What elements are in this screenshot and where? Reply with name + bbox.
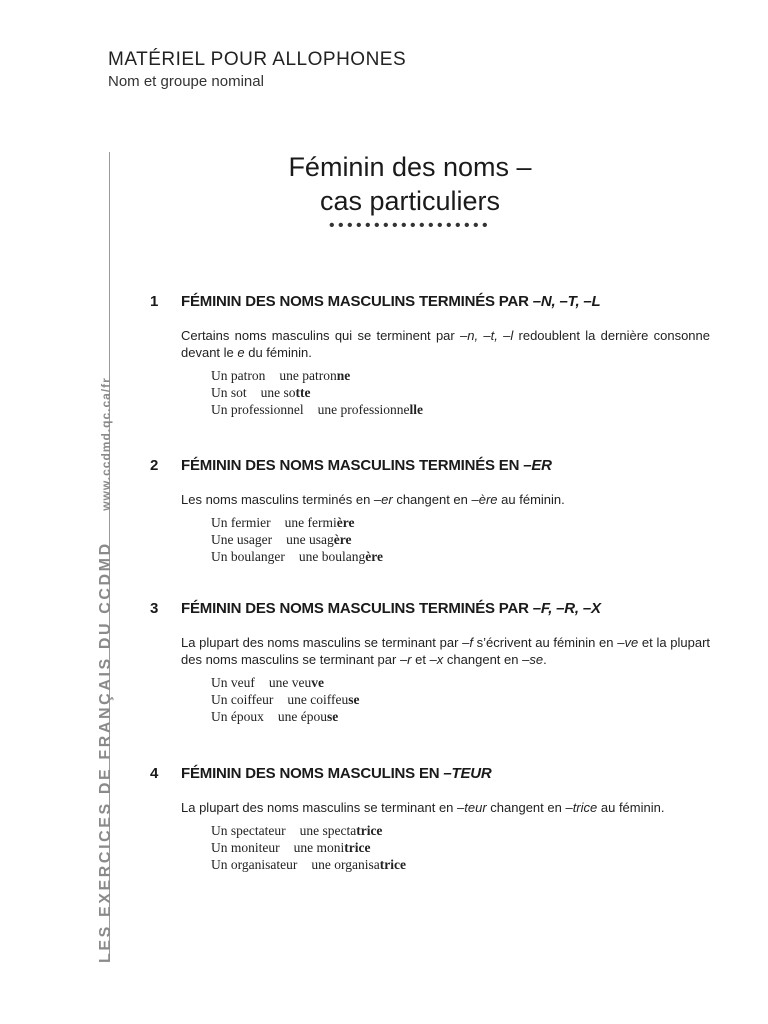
description-segment: –se	[522, 652, 544, 667]
example-row	[211, 822, 710, 839]
example-row	[211, 548, 710, 565]
description-segment: .	[543, 652, 547, 667]
feminine-stem: une fermi	[284, 515, 337, 530]
feminine-stem: une organisa	[311, 857, 380, 872]
section-title-text: FÉMININ DES NOMS MASCULINS TERMINÉS PAR	[181, 600, 533, 617]
feminine-stem: une patron	[279, 368, 337, 383]
section-title-text: FÉMININ DES NOMS MASCULINS EN	[181, 765, 444, 782]
section-heading	[150, 765, 710, 782]
description-segment: au féminin.	[497, 492, 565, 507]
feminine-ending: ère	[365, 549, 383, 564]
section-4	[150, 765, 710, 873]
page-header	[108, 48, 406, 92]
feminine-form	[299, 549, 383, 564]
feminine-stem: une coiffeu	[287, 692, 349, 707]
feminine-ending: lle	[409, 402, 423, 417]
page-title	[200, 150, 620, 234]
feminine-form	[269, 675, 324, 690]
description-segment: changent en	[486, 800, 566, 815]
description-segment: –x	[429, 652, 444, 667]
example-list	[211, 514, 710, 565]
example-row	[211, 384, 710, 401]
feminine-form	[294, 840, 371, 855]
section-title-suffix: –N, –T, –L	[532, 293, 601, 310]
description-segment: Certains noms masculins qui se terminent par	[181, 328, 461, 343]
description-segment: e	[237, 345, 245, 360]
publisher-brand: LES EXERCICES DE FRANÇAIS DU CCDMD	[97, 541, 114, 963]
section-heading	[150, 293, 710, 310]
feminine-form	[287, 692, 359, 707]
section-title	[181, 293, 601, 310]
example-row	[211, 514, 710, 531]
masculine-form: Un coiffeur	[211, 692, 274, 707]
description-segment: –teur	[457, 800, 487, 815]
example-row	[211, 401, 710, 418]
section-heading	[150, 457, 710, 474]
example-row	[211, 856, 710, 873]
series-subtitle: Nom et groupe nominal	[108, 73, 264, 90]
example-list	[211, 367, 710, 418]
masculine-form: Une usager	[211, 532, 273, 547]
section-title-text: FÉMININ DES NOMS MASCULINS TERMINÉS PAR	[181, 293, 533, 310]
description-segment: –ve	[617, 635, 639, 650]
masculine-form: Un sot	[211, 385, 247, 400]
feminine-form	[285, 515, 355, 530]
section-description	[181, 634, 710, 668]
feminine-stem: une so	[260, 385, 296, 400]
masculine-form: Un spectateur	[211, 823, 286, 838]
feminine-form	[261, 385, 311, 400]
masculine-form: Un boulanger	[211, 549, 285, 564]
section-title-text: FÉMININ DES NOMS MASCULINS TERMINÉS EN	[181, 457, 524, 474]
section-title-suffix: –ER	[523, 457, 552, 474]
feminine-ending: trice	[379, 857, 406, 872]
vertical-side-banner	[97, 377, 115, 963]
feminine-form	[286, 532, 351, 547]
feminine-stem: une boulang	[298, 549, 366, 564]
description-segment: s’écrivent au féminin en	[472, 635, 618, 650]
feminine-form	[278, 709, 338, 724]
masculine-form: Un organisateur	[211, 857, 298, 872]
feminine-ending: ve	[311, 675, 324, 690]
section-number: 2	[150, 457, 159, 474]
example-row	[211, 531, 710, 548]
section-title	[181, 457, 552, 474]
section-number: 4	[150, 765, 159, 782]
description-segment: –n, –t, –l	[460, 328, 514, 343]
series-title: MATÉRIEL POUR ALLOPHONES	[108, 49, 407, 70]
feminine-ending: trice	[344, 840, 371, 855]
example-list	[211, 674, 710, 725]
section-title-suffix: –F, –R, –X	[532, 600, 601, 617]
feminine-form	[279, 368, 350, 383]
section-description	[181, 491, 710, 508]
description-segment: redoublent la dernière consonne devant le	[181, 328, 710, 360]
example-row	[211, 367, 710, 384]
description-segment: La plupart des noms masculins se terminant en	[181, 800, 458, 815]
feminine-stem: une moni	[293, 840, 345, 855]
title-line-2: cas particuliers	[319, 186, 501, 216]
description-segment: et la plupart des noms masculins se terminant par	[181, 635, 711, 667]
feminine-ending: ère	[333, 532, 352, 547]
feminine-stem: une veu	[268, 675, 312, 690]
example-row	[211, 691, 710, 708]
description-segment: –r	[399, 652, 412, 667]
section-number: 3	[150, 600, 159, 617]
description-segment: Les noms masculins terminés en	[181, 492, 374, 507]
section-description	[181, 799, 710, 816]
section-2	[150, 457, 710, 565]
feminine-ending: trice	[356, 823, 383, 838]
section-title	[181, 600, 601, 617]
masculine-form: Un fermier	[211, 515, 271, 530]
section-title	[181, 765, 492, 782]
feminine-stem: une specta	[299, 823, 357, 838]
masculine-form: Un moniteur	[211, 840, 280, 855]
feminine-stem: une professionne	[317, 402, 410, 417]
section-title-suffix: –TEUR	[443, 765, 492, 782]
feminine-form	[311, 857, 406, 872]
description-segment: du féminin.	[244, 345, 312, 360]
publisher-url: www.ccdmd.qc.ca/fr	[99, 377, 113, 511]
feminine-form	[300, 823, 383, 838]
example-row	[211, 839, 710, 856]
description-segment: changent en	[392, 492, 472, 507]
feminine-ending: ne	[336, 368, 351, 383]
description-segment: changent en	[443, 652, 523, 667]
description-segment: La plupart des noms masculins se terminant par	[181, 635, 463, 650]
title-line-1: Féminin des noms –	[288, 152, 532, 182]
section-1	[150, 293, 710, 418]
example-row	[211, 674, 710, 691]
example-list	[211, 822, 710, 873]
example-row	[211, 708, 710, 725]
description-segment: –ère	[471, 492, 498, 507]
feminine-ending: se	[326, 709, 339, 724]
feminine-ending: tte	[295, 385, 311, 400]
description-segment: –er	[373, 492, 393, 507]
section-description	[181, 327, 710, 361]
masculine-form: Un professionnel	[211, 402, 304, 417]
description-segment: –f	[462, 635, 473, 650]
description-segment: –trice	[565, 800, 598, 815]
description-segment: et	[411, 652, 430, 667]
feminine-stem: une épou	[277, 709, 327, 724]
masculine-form: Un patron	[211, 368, 266, 383]
section-heading	[150, 600, 710, 617]
section-number: 1	[150, 293, 159, 310]
title-dotted-rule: ••••••••••••••••••	[328, 217, 492, 234]
description-segment: au féminin.	[597, 800, 665, 815]
masculine-form: Un veuf	[211, 675, 255, 690]
masculine-form: Un époux	[211, 709, 264, 724]
section-3	[150, 600, 710, 725]
feminine-stem: une usag	[286, 532, 334, 547]
feminine-form	[318, 402, 423, 417]
feminine-ending: se	[348, 692, 360, 707]
feminine-ending: ère	[336, 515, 355, 530]
